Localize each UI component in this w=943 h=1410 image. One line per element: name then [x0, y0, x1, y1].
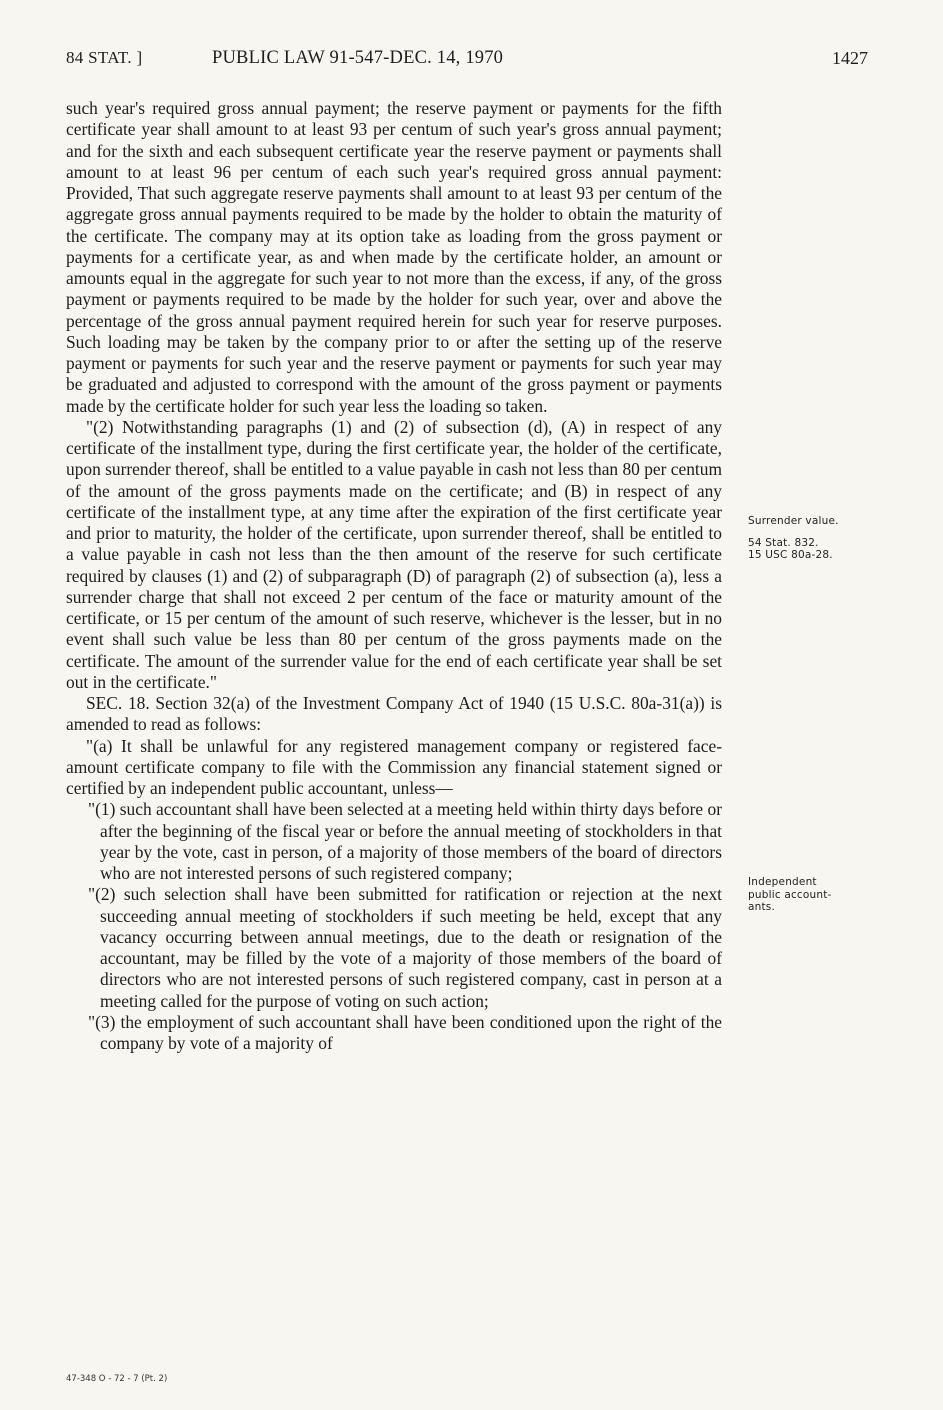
margin-note-line: ants.: [748, 901, 776, 913]
paragraph-section-18: SEC. 18. Section 32(a) of the Investment Company Act of 1940 (15 U.S.C. 80a-31(a)) is amended to read as follows:: [66, 693, 722, 735]
margin-note-citation: 54 Stat. 832.: [748, 536, 819, 549]
clause-1: "(1) such accountant shall have been selected at a meeting held within thirty days before or after the beginning of the fiscal year or before the annual meeting of stockholders in that year by the vote, cast in person, of a majority of those members of the board of directors who are not interested persons of such registered company;: [88, 799, 722, 883]
statute-volume: 84 STAT. ]: [66, 48, 143, 67]
paragraph-continuation: such year's required gross annual payment; the reserve payment or payments for the fifth certificate year shall amount to at least 93 per centum of such year's gross annual payment; and for the sixth and each subsequent certificate year the reserve payment or payments shall amount to at least 96 per centum of each such year's required gross annual payment: Provided, That such aggregate reserve payments shall amount to at least 93 per centum of the aggregate gross annual payments required to be made by the holder to obtain the maturity of the certificate. The company may at its option take as loading from the gross payment or payments for a certificate year, as and when made by the certificate holder, an amount or amounts equal in the aggregate for such year to not more than the excess, if any, of the gross payment or payments required to be made by the holder for such year, over and above the percentage of the gross annual payment required herein for such year for reserve purposes. Such loading may be taken by the company prior to or after the setting up of the reserve payment or payments for such year and the reserve payment or payments for such year may be graduated and adjusted to correspond with the amount of the gross payment or payments made by the certificate holder for such year less the loading so taken.: [66, 98, 722, 416]
margin-note-independent-accountants: [748, 876, 873, 914]
page-header: [66, 48, 868, 74]
margin-note-surrender-value: [748, 515, 873, 562]
clause-2: "(2) such selection shall have been submitted for ratification or rejection at the next succeeding annual meeting of stockholders if such meeting be held, except that any vacancy occurring between annual meetings, due to the death or resignation of the accountant, may be filled by the vote of a majority of those members of the board of directors who are not interested persons of such registered company, cast in person at a meeting called for the purpose of voting on such action;: [88, 884, 722, 1011]
paragraph-surrender-value: "(2) Notwithstanding paragraphs (1) and (2) of subsection (d), (A) in respect of any certificate of the installment type, during the first certificate year, the holder of the certificate, upon surrender thereof, shall be entitled to a value payable in cash not less than 80 per centum of the amount of the gross payments made on the certificate; and (B) in respect of any certificate of the installment type, at any time after the expiration of the first certificate year and prior to maturity, the holder of the certificate, upon surrender thereof, shall be entitled to a value payable in cash not less than the then amount of the reserve for such certificate required by clauses (1) and (2) of subparagraph (D) of paragraph (2) of subsection (a), less a surrender charge that shall not exceed 2 per centum of the face or maturity amount of the certificate, or 15 per centum of the amount of such reserve, whichever is the lesser, but in no event shall such value be less than 80 per centum of the gross payments made on the certificate. The amount of the surrender value for the end of each certificate year shall be set out in the certificate.": [66, 416, 722, 692]
print-code-footer: 47-348 O - 72 - 7 (Pt. 2): [66, 1374, 168, 1384]
page-number: 1427: [832, 48, 868, 68]
body-text: [66, 98, 722, 1054]
margin-note-line: Independent: [748, 876, 817, 888]
margin-note-title: Surrender value.: [748, 515, 839, 527]
clause-3: "(3) the employment of such accountant shall have been conditioned upon the right of the company by vote of a majority of: [88, 1011, 722, 1053]
paragraph-subsection-a: "(a) It shall be unlawful for any registered management company or registered face-amount certificate company to file with the Commission any financial statement signed or certified by an independent public accountant, unless—: [66, 735, 722, 798]
margin-note-line: public account-: [748, 888, 832, 901]
page-title: PUBLIC LAW 91-547-DEC. 14, 1970: [212, 48, 504, 68]
margin-note-citation: 15 USC 80a-28.: [748, 549, 833, 561]
